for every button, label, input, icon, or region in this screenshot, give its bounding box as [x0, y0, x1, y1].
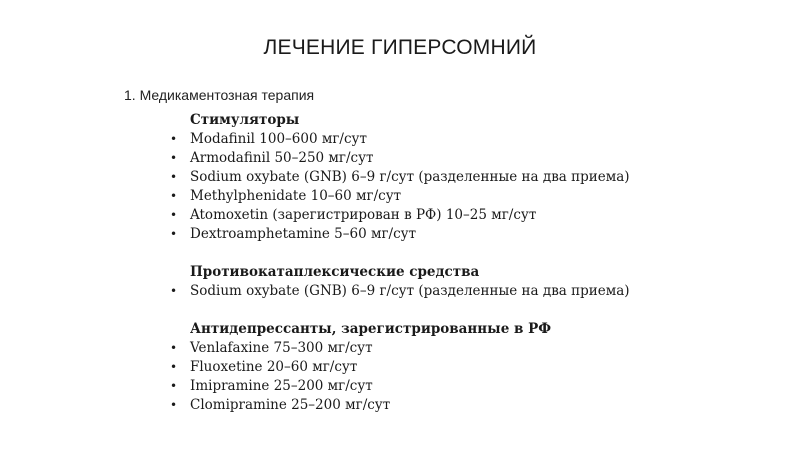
bullet-icon: • [170, 341, 178, 355]
item-text: Fluoxetine 20–60 мг/сут [190, 359, 358, 375]
section-heading: Стимуляторы [190, 112, 300, 128]
bullet-icon: • [170, 284, 178, 298]
section-anticataplectic [168, 263, 688, 301]
section-antidepressants [168, 320, 688, 415]
item-list [168, 282, 688, 301]
bullet-icon: • [170, 398, 178, 412]
item-list [168, 130, 688, 244]
item-text: Modafinil 100–600 мг/сут [190, 131, 367, 147]
bullet-icon: • [170, 189, 178, 203]
item-text: Clomipramine 25–200 мг/сут [190, 397, 391, 413]
item-text: Armodafinil 50–250 мг/сут [190, 150, 374, 166]
item-text: Sodium oxybate (GNB) 6–9 г/сут (разделенные на два приема) [190, 283, 630, 299]
item-text: Methylphenidate 10–60 мг/сут [190, 188, 402, 204]
bullet-icon: • [170, 151, 178, 165]
drug-list [168, 111, 688, 434]
item-text: Imipramine 25–200 мг/сут [190, 378, 373, 394]
list-item [168, 149, 688, 168]
list-item [168, 206, 688, 225]
list-item [168, 377, 688, 396]
bullet-icon: • [170, 170, 178, 184]
section-stimulants [168, 111, 688, 244]
list-item [168, 282, 688, 301]
item-text: Atomoxetin (зарегистрирован в РФ) 10–25 мг/сут [190, 207, 537, 223]
item-list [168, 339, 688, 415]
item-text: Sodium oxybate (GNB) 6–9 г/сут (разделенные на два приема) [190, 169, 630, 185]
item-text: Dextroamphetamine 5–60 мг/сут [190, 226, 417, 242]
bullet-icon: • [170, 132, 178, 146]
list-item [168, 339, 688, 358]
list-item [168, 358, 688, 377]
slide-subtitle: 1. Медикаментозная терапия [124, 87, 315, 103]
list-item [168, 130, 688, 149]
bullet-icon: • [170, 360, 178, 374]
slide-title: ЛЕЧЕНИЕ ГИПЕРСОМНИЙ [263, 36, 537, 59]
list-item [168, 168, 688, 187]
item-text: Venlafaxine 75–300 мг/сут [190, 340, 373, 356]
list-item [168, 396, 688, 415]
list-item [168, 225, 688, 244]
section-heading: Противокатаплексические средства [190, 264, 480, 280]
bullet-icon: • [170, 227, 178, 241]
bullet-icon: • [170, 379, 178, 393]
section-heading: Антидепрессанты, зарегистрированные в РФ [190, 321, 552, 337]
bullet-icon: • [170, 208, 178, 222]
list-item [168, 187, 688, 206]
